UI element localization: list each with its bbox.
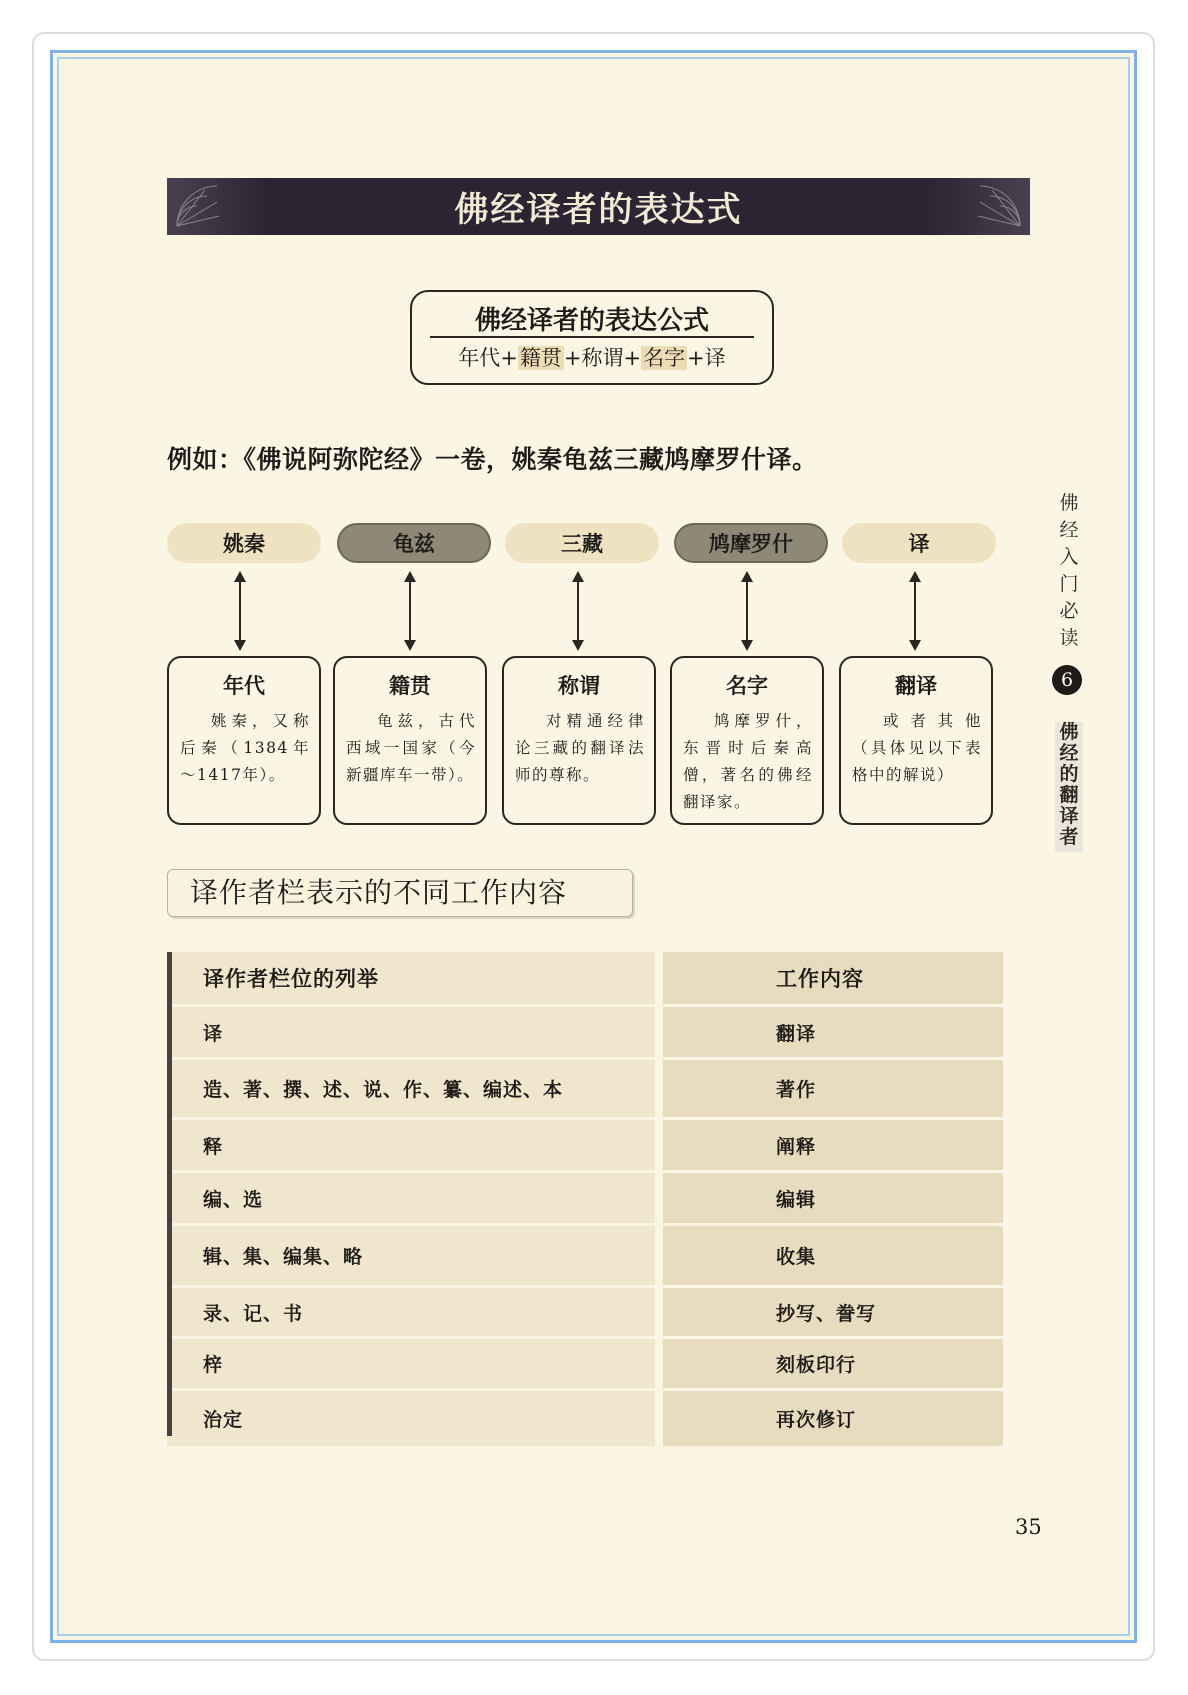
formula-title: 佛经译者的表达公式 xyxy=(474,306,709,336)
double-arrow-icon xyxy=(570,570,586,652)
table-row xyxy=(167,1117,1003,1170)
double-arrow-icon xyxy=(232,570,248,652)
table-cell: 翻译 xyxy=(663,1007,1003,1057)
right-ornament-icon xyxy=(972,184,1022,228)
table-cell: 造、著、撰、述、说、作、纂、编述、本 xyxy=(167,1060,655,1117)
formula-plus: + xyxy=(500,346,518,370)
table-cell: 阐释 xyxy=(663,1120,1003,1170)
side-char: 门 xyxy=(1059,573,1079,595)
box-honorific xyxy=(502,656,656,825)
double-arrow-icon xyxy=(907,570,923,652)
example-sentence: 例如：《佛说阿弥陀经》一卷，姚秦龟兹三藏鸠摩罗什译。 xyxy=(167,445,818,474)
formula-box xyxy=(410,290,774,385)
formula-part: 译 xyxy=(704,346,726,370)
left-ornament-icon xyxy=(175,184,225,228)
side-char: 翻 xyxy=(1059,784,1079,806)
table-header-row xyxy=(167,952,1003,1004)
side-char: 经 xyxy=(1059,519,1079,541)
side-char: 经 xyxy=(1059,742,1079,764)
box-translation xyxy=(839,656,993,825)
chapter-title xyxy=(1058,722,1080,848)
table-cell: 录、记、书 xyxy=(167,1288,655,1336)
side-char: 译 xyxy=(1059,805,1079,827)
table-row xyxy=(167,1388,1003,1446)
box-text: 鸠摩罗什，东晋时后秦高僧，著名的佛经翻译家。 xyxy=(683,712,813,811)
table-cell: 编辑 xyxy=(663,1173,1003,1223)
formula-plus: + xyxy=(563,346,582,370)
box-text: 姚秦，又称后秦（1384年～1417年）。 xyxy=(180,712,310,784)
box-origin xyxy=(333,656,487,825)
table-header-cell: 工作内容 xyxy=(663,952,1003,1004)
table-cell: 编、选 xyxy=(167,1173,655,1223)
side-char: 佛 xyxy=(1059,492,1079,514)
pill-sanzang: 三藏 xyxy=(505,523,659,563)
box-text: 对精通经律论三藏的翻译法师的尊称。 xyxy=(515,712,645,784)
pill-qiuci: 龟兹 xyxy=(337,523,491,563)
formula-plus: + xyxy=(623,346,642,370)
table-cell: 释 xyxy=(167,1120,655,1170)
table-row xyxy=(167,1170,1003,1223)
side-char: 者 xyxy=(1059,826,1079,848)
table-row xyxy=(167,1057,1003,1117)
pill-kumarajiva: 鸠摩罗什 xyxy=(674,523,828,563)
table-cell: 收集 xyxy=(663,1226,1003,1285)
box-era xyxy=(167,656,321,825)
pill-yaoqin: 姚秦 xyxy=(167,523,321,563)
side-char: 佛 xyxy=(1059,721,1079,743)
page-number: 35 xyxy=(1015,1515,1042,1539)
formula-part: 年代 xyxy=(458,346,501,370)
side-book-title xyxy=(1058,490,1080,652)
box-text: 龟兹，古代西域一国家（今新疆库车一带）。 xyxy=(346,712,476,784)
table-cell: 抄写、誊写 xyxy=(663,1288,1003,1336)
table-row xyxy=(167,1223,1003,1285)
chapter-number-badge: 6 xyxy=(1052,665,1082,695)
table-cell: 梓 xyxy=(167,1339,655,1388)
formula-plus: + xyxy=(687,346,705,370)
box-name xyxy=(670,656,824,825)
work-content-table xyxy=(167,952,1003,1446)
title-banner xyxy=(167,178,1030,235)
formula-expression xyxy=(412,342,772,372)
table-cell: 辑、集、编集、略 xyxy=(167,1226,655,1285)
table-row xyxy=(167,1285,1003,1336)
section-heading: 译作者栏表示的不同工作内容 xyxy=(167,869,633,917)
table-cell: 再次修订 xyxy=(663,1391,1003,1446)
table-cell: 刻板印行 xyxy=(663,1339,1003,1388)
pill-yi: 译 xyxy=(842,523,996,563)
formula-part: 称谓 xyxy=(581,346,624,370)
box-title: 籍贯 xyxy=(389,674,431,698)
side-char: 的 xyxy=(1059,763,1079,785)
double-arrow-icon xyxy=(739,570,755,652)
box-title: 称谓 xyxy=(558,674,600,698)
table-header-cell: 译作者栏位的列举 xyxy=(167,952,655,1004)
table-row xyxy=(167,1004,1003,1057)
table-row xyxy=(167,1336,1003,1388)
box-title: 翻译 xyxy=(895,674,937,698)
formula-part: 籍贯 xyxy=(519,346,562,370)
table-cell: 著作 xyxy=(663,1060,1003,1117)
formula-divider xyxy=(430,336,754,338)
side-char: 读 xyxy=(1059,627,1079,649)
table-cell: 译 xyxy=(167,1007,655,1057)
formula-part: 名字 xyxy=(643,346,686,370)
table-edge xyxy=(167,952,172,1436)
side-char: 入 xyxy=(1059,546,1079,568)
double-arrow-icon xyxy=(402,570,418,652)
side-char: 必 xyxy=(1059,600,1079,622)
box-title: 年代 xyxy=(223,674,265,698)
table-cell: 治定 xyxy=(167,1391,655,1446)
page-title: 佛经译者的表达式 xyxy=(454,190,743,230)
box-text: 或者其他（具体见以下表格中的解说） xyxy=(852,712,982,784)
box-title: 名字 xyxy=(726,674,768,698)
